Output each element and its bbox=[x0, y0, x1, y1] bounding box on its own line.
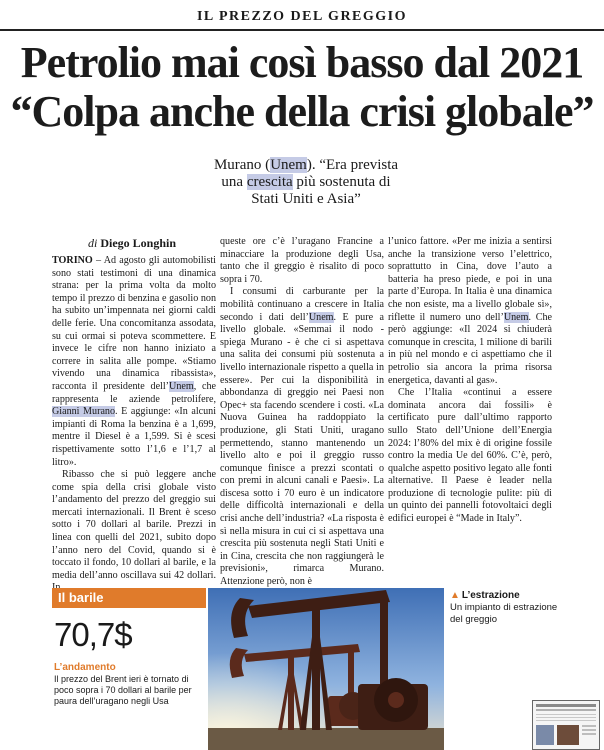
trend-label: L’andamento bbox=[54, 662, 116, 673]
section-kicker: IL PREZZO DEL GREGGIO bbox=[196, 9, 408, 24]
highlighted-text: Gianni Murano bbox=[52, 406, 116, 418]
page-thumbnail-image bbox=[532, 700, 600, 750]
caption-title bbox=[450, 590, 520, 601]
paragraph: Ribasso che si può leggere anche come spia della crisi globale visto l’andamento del prezzo del greggio sui mercati internazionali. Il Brent è sceso sotto i 70 dollari al barile. Prezzi in linea con quelli del 2021, subito dopo l’anno nero del Covid, quando si è toccato il fondo, 10 dollari al barile, e la media dell’anno oscillava sui 42 dollari. bbox=[52, 469, 216, 581]
highlighted-text: Unem bbox=[503, 311, 529, 323]
dateline-city: TORINO bbox=[52, 255, 93, 266]
subhead-text: Murano ( bbox=[213, 157, 271, 173]
article-column-1 bbox=[52, 255, 216, 595]
highlighted-text: crescita bbox=[246, 174, 293, 190]
paragraph-text: – Ad agosto gli automobilisti sono stati testimoni di una dinamica strana: per la prima volta da molto tempo il prezzo di benzina e gasolio non ha subito un’impennata nei giorni caldi delle ferie. Una concomitanza assodata, su cui ormai si poteva scommettere. E invece le cifre non hanno iniziato a correre in salita alle pompe. «Stiamo vivendo una dinamica ribassista», racconta il presidente dell’ bbox=[52, 255, 216, 392]
byline-prefix: di bbox=[88, 236, 98, 250]
oil-pumpjack-photo bbox=[208, 588, 444, 750]
paragraph-text: , che rappresenta le aziende petrolifere, bbox=[52, 380, 216, 405]
top-rule bbox=[0, 29, 604, 31]
paragraph bbox=[388, 236, 552, 387]
paragraph: queste ore c’è l’uragano Francine a minacciare la produzione degli Usa, tanto che il greggio è risalito di poco sopra i 70. bbox=[220, 236, 384, 285]
highlighted-text: Unem bbox=[270, 157, 307, 173]
paragraph bbox=[220, 286, 384, 588]
headline-line-2: “Colpa anche della crisi globale” bbox=[10, 87, 594, 136]
byline-author: Diego Longhin bbox=[100, 236, 177, 250]
article-column-2 bbox=[220, 236, 384, 589]
paragraph-text: . E aggiunge: «In alcuni impianti di Roma la benzina è a 1,699, mentre il Diesel è a 1,599. Si è scesi rispettivamente sotto l’1,6 e l’1,7 al litro». bbox=[52, 406, 216, 468]
caption-text: Un impianto di estrazione del greggio bbox=[450, 602, 558, 625]
paragraph: Che l’Italia «continui a essere dominata ancora dai fossili» è certificato pure dall’ultimo rapporto sullo Stato dell’Unione dell’Energia 2024: l’80% del mix è di origine fossile contro la media Ue del 60%. C’è, però, qualche aspetto positivo legato alle fonti alternative. Il Paese è leader nella produzione di tecnologie pulite: più di un quinto dei pannelli fotovoltaici degli edifici europei è “Made in Italy”. bbox=[388, 387, 552, 525]
subhead-text: più sostenuta di Stati Uniti e Asia” bbox=[251, 174, 391, 207]
paragraph-text: . E pure a livello globale. «Semmai il nodo - spiega Murano - è che ci si aspettava una salita dei consumi più sostenuta a livello internazionale rispetto a quella in essere». Per cui la disponibilità in abbondanza di greggio nei Paesi non Opec+ sta facendo scendere i costi. «La Nuova Guinea ha raddoppiato la produzione, gli Stati Uniti, uragano permettendo, stanno mantenendo un livello alto e poi il greggio russo comunque finisce a prezzi scontati o con premi in alcuni canali e Paesi». La discesa sotto i 70 euro è un indicatore delle difficoltà internazionali e della crisi anche dell’industria? «La risposta è sì nella misura in cui ci si aspettava una crescita più sostenuta negli Stati Uniti e in Cina, crescita che non raggiungerà le previsioni», rimarca Murano. Attenzione però, non è bbox=[220, 311, 384, 588]
byline bbox=[88, 236, 176, 251]
paragraph-text: I consumi di carburante per la mobilità continuano a crescere in Italia secondo i dati dell’ bbox=[220, 286, 384, 323]
trend-text: Il prezzo del Brent ieri è tornato di poco sopra i 70 dollari al barile per paura dell’uragano negli Usa bbox=[54, 674, 192, 706]
headline-line-1: Petrolio mai così basso dal 2021 bbox=[20, 38, 584, 87]
paragraph bbox=[52, 255, 216, 469]
highlighted-text: Unem bbox=[169, 380, 194, 392]
paragraph-text: . Che però aggiunge: «Il 2024 si chiuderà comunque in crescita, 1 milione di barili in più nel mondo e ci aspettiamo che il petrolio sia ancora la prima risorsa energetica, davanti al gas». bbox=[388, 311, 552, 386]
subhead-text: ). “Era prevista una bbox=[221, 157, 399, 190]
oil-price: 70,7$ bbox=[54, 616, 132, 653]
triangle-icon: ▲ bbox=[450, 590, 460, 601]
barile-label: Il barile bbox=[58, 590, 104, 605]
caption-title-text: L’estrazione bbox=[461, 590, 520, 601]
article-column-3 bbox=[388, 236, 552, 526]
subheadline bbox=[206, 157, 406, 208]
highlighted-text: Unem bbox=[308, 311, 334, 323]
paragraph-text: l’unico fattore. «Per me inizia a sentirsi anche la transizione verso l’elettrico, soprattutto in Cina, dove l’auto a batteria ha preso piede, e poi in una parte d’Europa. In Italia è una dinamica che non esiste, ma a livello globale sì», riflette il numero uno dell’ bbox=[388, 236, 552, 323]
